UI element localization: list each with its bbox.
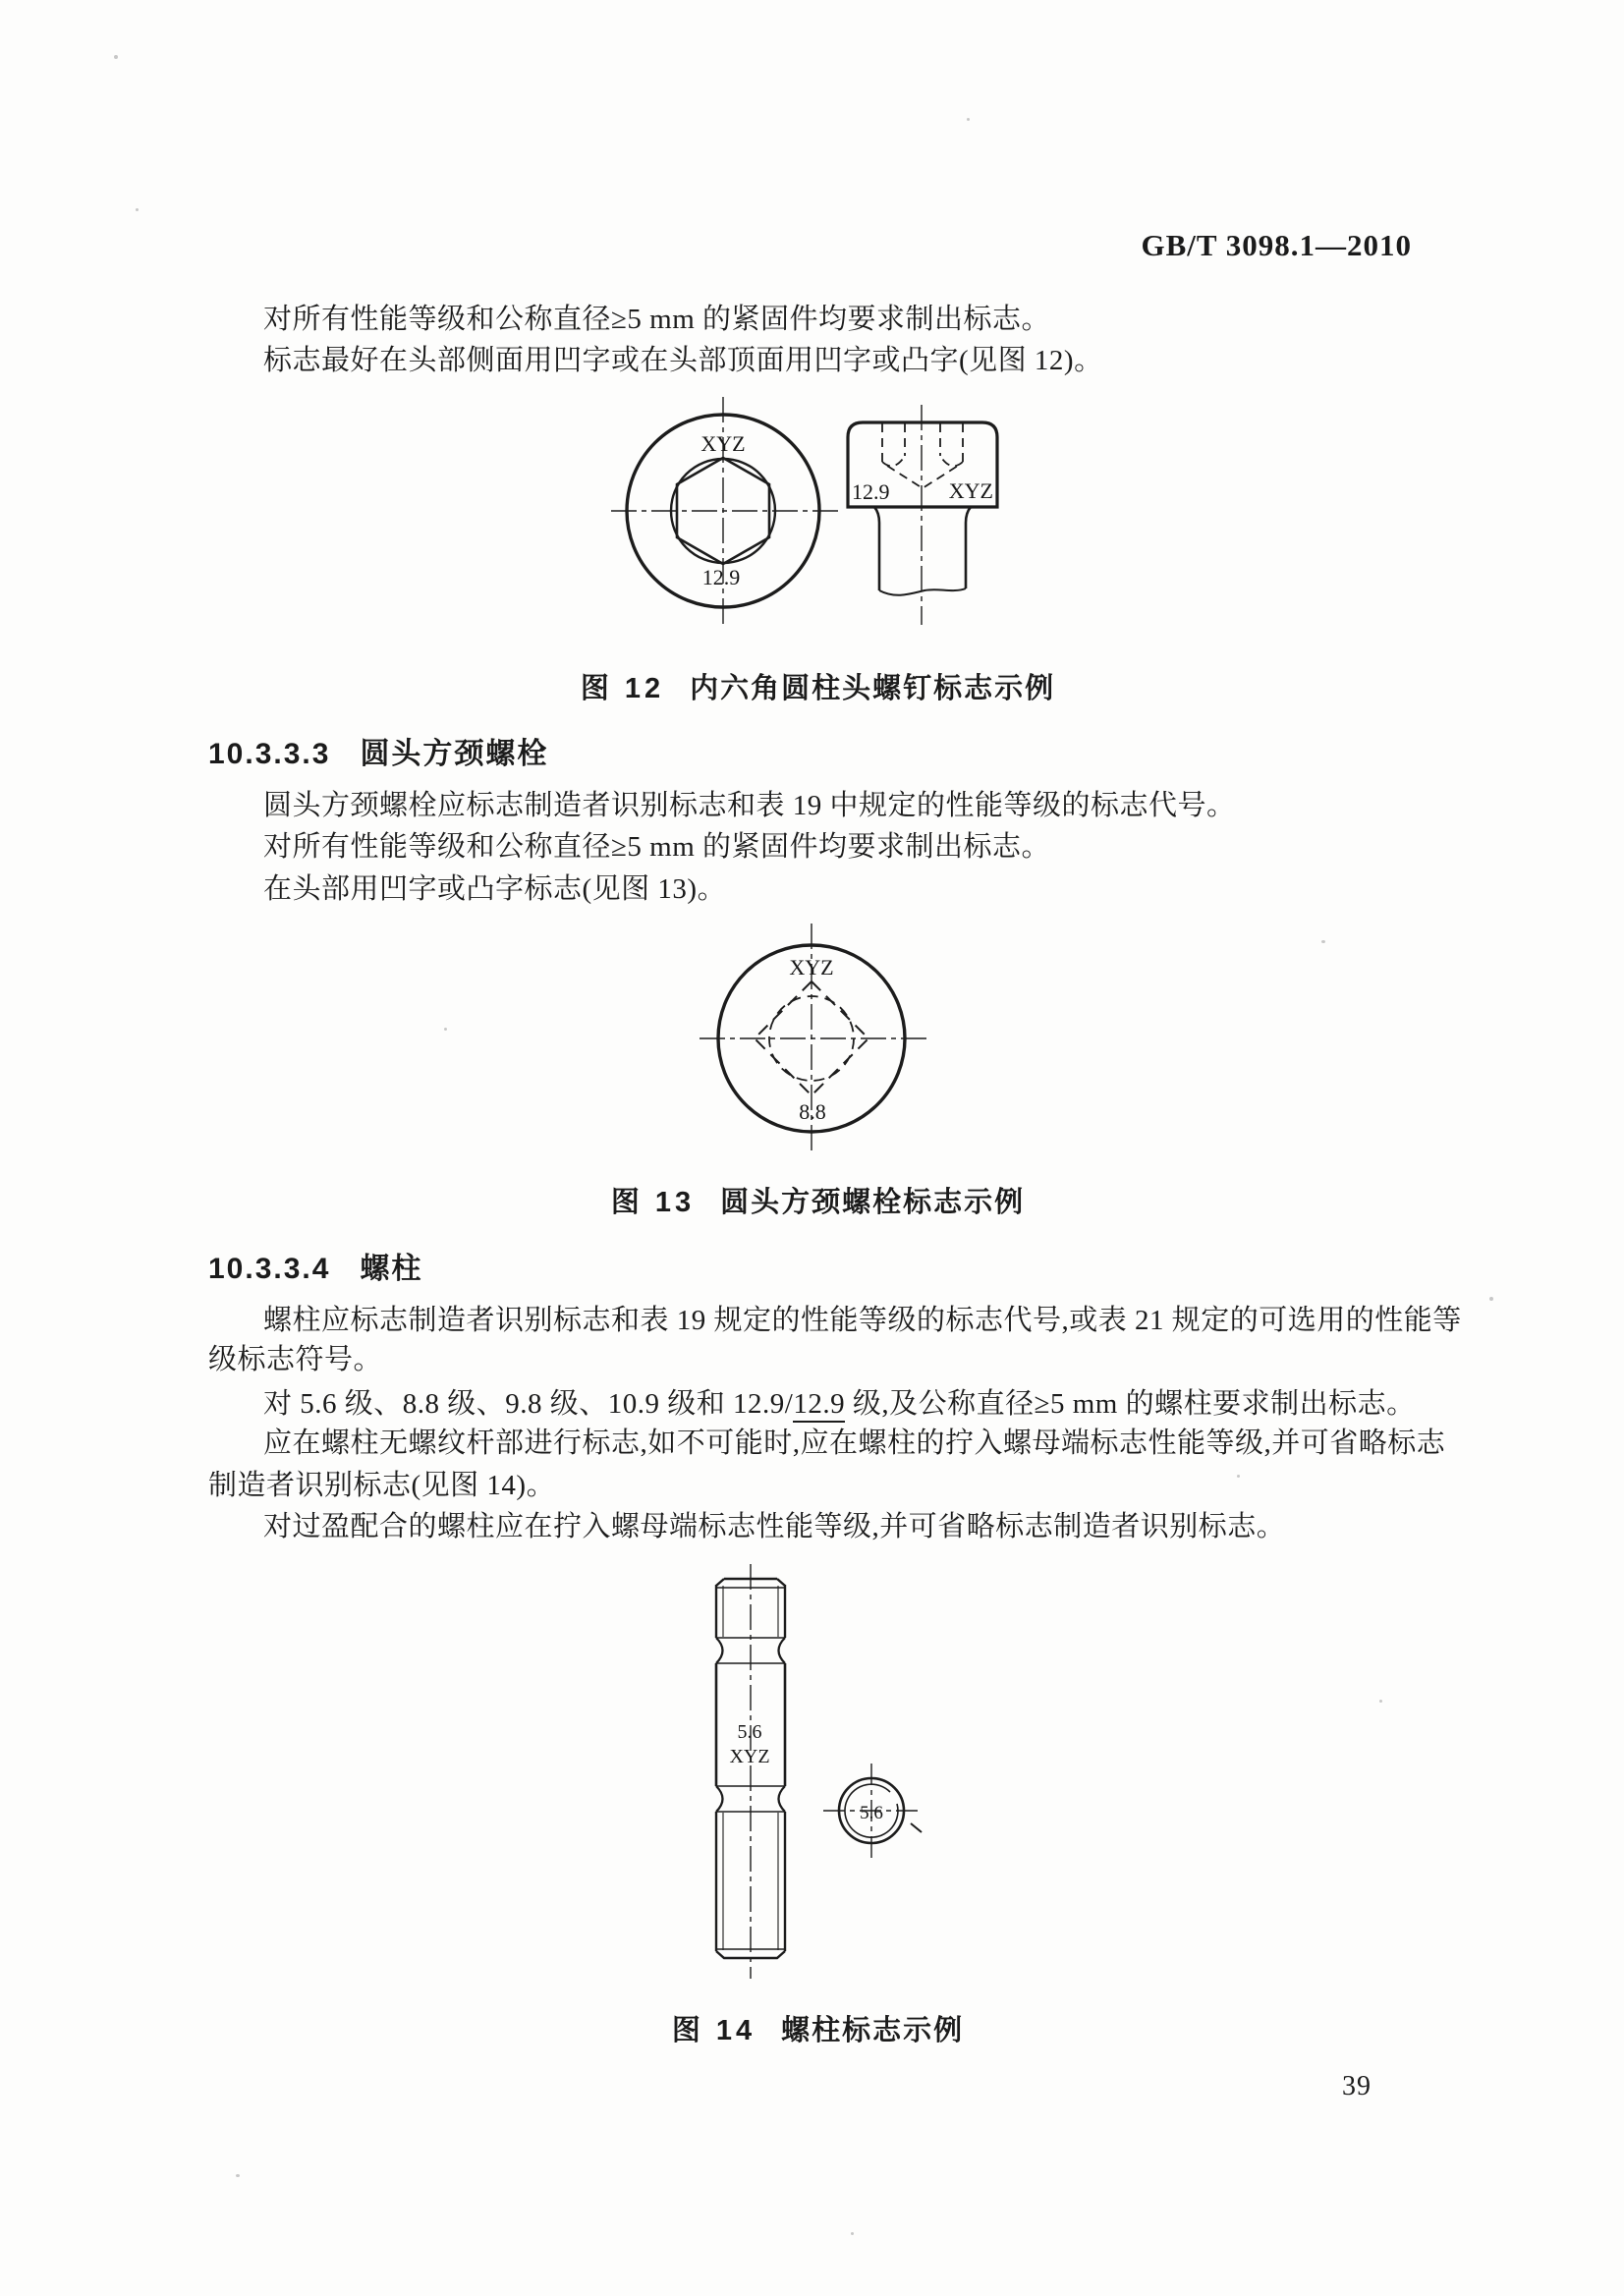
manufacturer-mark: XYZ bbox=[789, 955, 834, 980]
scan-speck bbox=[236, 2174, 240, 2177]
section-heading-10333 bbox=[208, 729, 548, 772]
scan-speck bbox=[1321, 940, 1325, 943]
figure-title: 内六角圆柱头螺钉标志示例 bbox=[690, 673, 1056, 704]
section-number: 10.3.3.4 bbox=[208, 1253, 331, 1285]
paragraph-line: 标志最好在头部侧面用凹字或在头部顶面用凹字或凸字(见图 12)。 bbox=[263, 345, 1103, 376]
paragraph-line: 对所有性能等级和公称直径≥5 mm 的紧固件均要求制出标志。 bbox=[263, 831, 1051, 863]
stud-manufacturer-mark: XYZ bbox=[729, 1746, 770, 1767]
figure-number: 图 14 bbox=[671, 2015, 756, 2046]
paragraph-line: 圆头方颈螺栓应标志制造者识别标志和表 19 中规定的性能等级的标志代号。 bbox=[263, 790, 1236, 821]
section-title: 螺柱 bbox=[360, 1253, 423, 1285]
scan-speck bbox=[136, 208, 139, 211]
section-number: 10.3.3.3 bbox=[208, 738, 331, 770]
text-run: 对 5.6 级、8.8 级、9.8 级、10.9 级和 12.9/ bbox=[263, 1388, 794, 1420]
figure-13-round-head-square-neck-bolt-drawing bbox=[678, 919, 945, 1162]
page-number: 39 bbox=[1342, 2071, 1372, 2101]
text-run: 级,及公称直径≥5 mm 的螺柱要求制出标志。 bbox=[845, 1388, 1416, 1420]
shank-left-edge bbox=[874, 507, 879, 590]
figure-13-caption bbox=[201, 1180, 1434, 1220]
figure-14-caption bbox=[201, 2008, 1434, 2048]
figure-number: 图 13 bbox=[610, 1187, 696, 1218]
scan-speck bbox=[1489, 1297, 1493, 1301]
scan-speck bbox=[114, 55, 118, 59]
figure-12-hex-socket-cap-screw-drawing bbox=[580, 388, 1041, 634]
top-view-manufacturer-mark: XYZ bbox=[700, 431, 746, 456]
page-header-standard-number: GB/T 3098.1—2010 bbox=[1141, 228, 1412, 262]
paragraph-line: 制造者识别标志(见图 14)。 bbox=[208, 1470, 556, 1501]
stud-property-class: 5.6 bbox=[737, 1721, 762, 1743]
paragraph-line: 对所有性能等级和公称直径≥5 mm 的紧固件均要求制出标志。 bbox=[263, 304, 1051, 335]
shank-right-edge bbox=[966, 507, 971, 588]
figure-12-caption bbox=[201, 666, 1434, 706]
scan-speck bbox=[851, 2232, 854, 2235]
figure-14-stud-drawing bbox=[629, 1557, 943, 1987]
side-view-property-class: 12.9 bbox=[852, 479, 890, 504]
underlined-class-value: 12.9 bbox=[793, 1388, 845, 1423]
paragraph-line: 对过盈配合的螺柱应在拧入螺母端标志性能等级,并可省略标志制造者识别标志。 bbox=[263, 1511, 1286, 1542]
property-class: 8.8 bbox=[799, 1099, 826, 1124]
paragraph-line: 应在螺柱无螺纹杆部进行标志,如不可能时,应在螺柱的拧入螺母端标志性能等级,并可省略标志 bbox=[263, 1428, 1446, 1459]
figure-number: 图 12 bbox=[580, 673, 665, 704]
section-heading-10334 bbox=[208, 1244, 422, 1287]
top-view-property-class: 12.9 bbox=[701, 565, 741, 589]
paragraph-line: 在头部用凹字或凸字标志(见图 13)。 bbox=[263, 873, 727, 905]
end-view-property-class: 5.6 bbox=[860, 1803, 883, 1823]
scan-speck bbox=[1379, 1700, 1382, 1703]
shank-break-line bbox=[879, 588, 966, 595]
section-title: 圆头方颈螺栓 bbox=[360, 738, 549, 770]
figure-title: 螺柱标志示例 bbox=[781, 2015, 965, 2046]
scan-speck bbox=[444, 1028, 447, 1031]
figure-title: 圆头方颈螺栓标志示例 bbox=[720, 1187, 1026, 1218]
scan-speck bbox=[1237, 1475, 1240, 1478]
paragraph-line: 级标志符号。 bbox=[208, 1344, 383, 1375]
scan-speck bbox=[967, 118, 970, 121]
side-view-manufacturer-mark: XYZ bbox=[948, 478, 993, 503]
paragraph-line bbox=[263, 1385, 1416, 1423]
paragraph-line: 螺柱应标志制造者识别标志和表 19 规定的性能等级的标志代号,或表 21 规定的可选用的性能等 bbox=[263, 1305, 1462, 1336]
